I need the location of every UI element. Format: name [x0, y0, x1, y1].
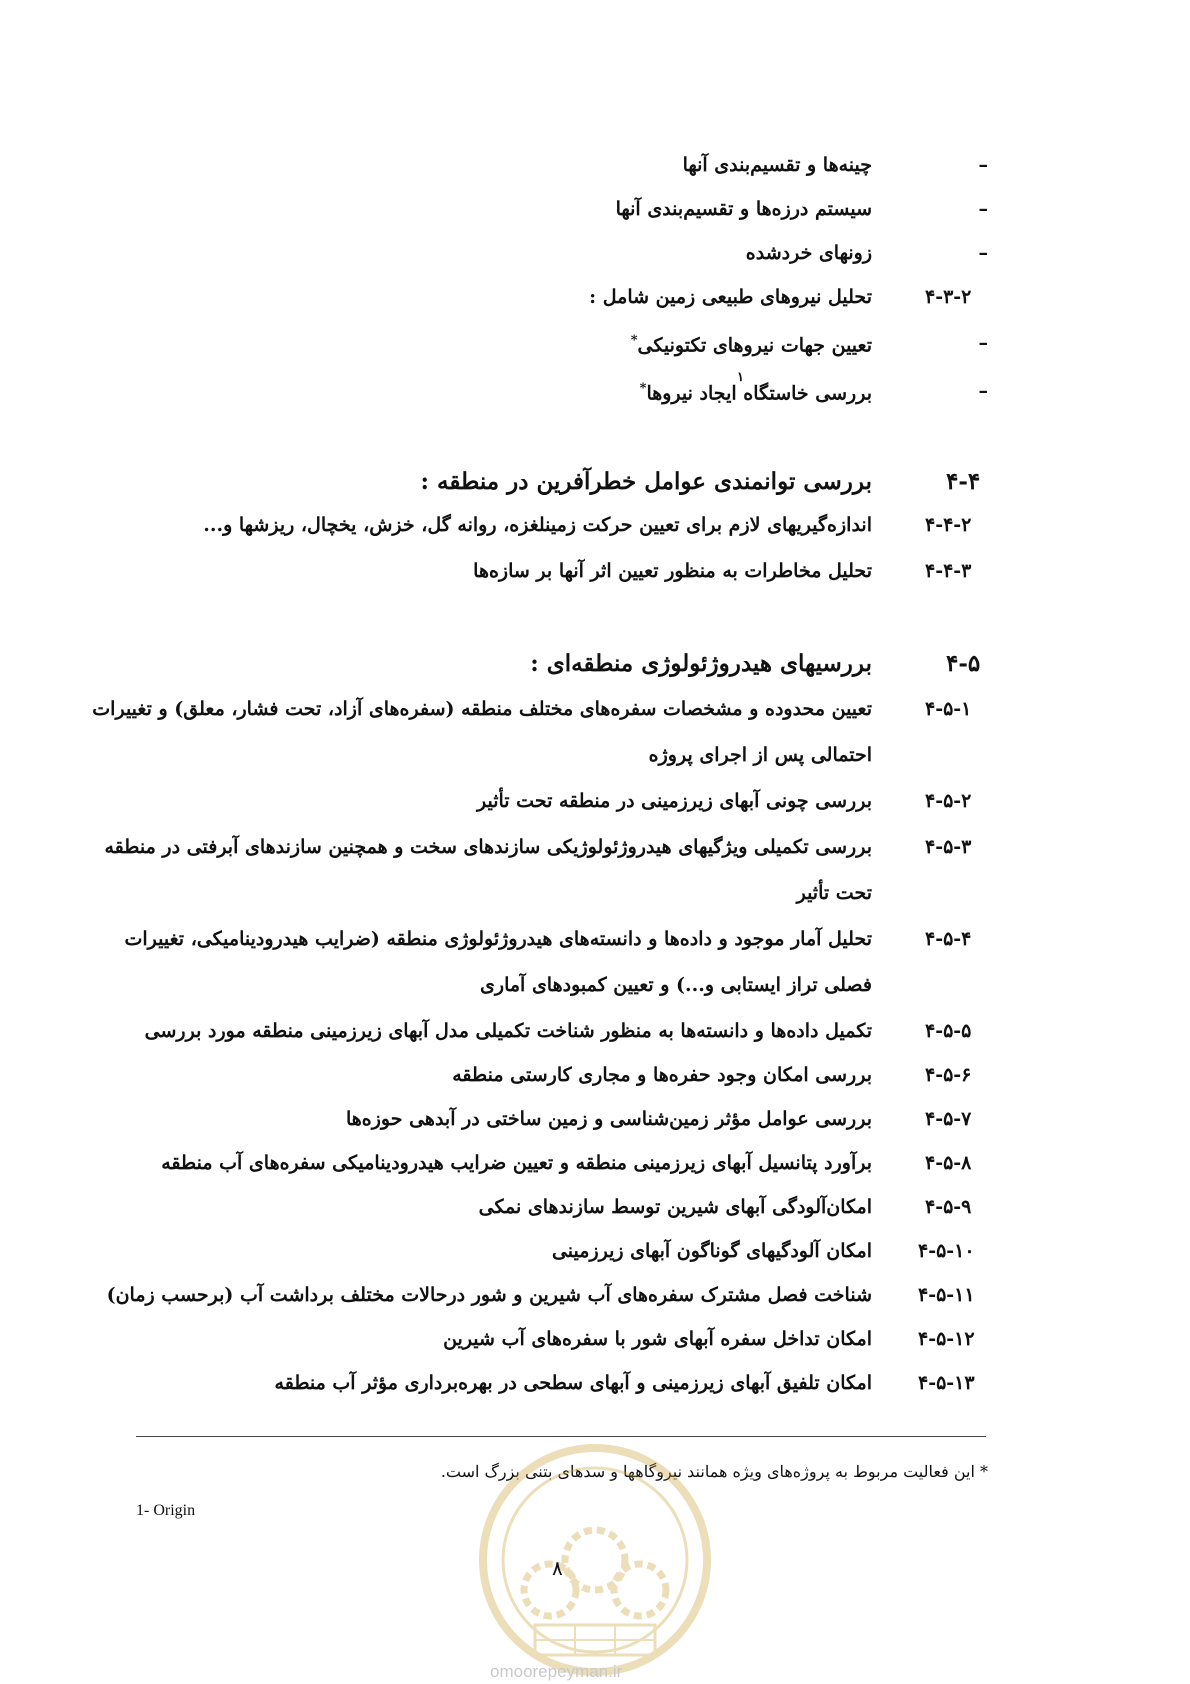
item-number: ۴-۵-۷: [925, 1108, 972, 1130]
section-number: ۴-۵: [946, 650, 981, 677]
list-item: تعیین محدوده و مشخصات سفره‌های مختلف منطقه (سفره‌های آزاد، تحت فشار، معلق) و تغییرات: [92, 698, 872, 720]
item-number: ۴-۵-۴: [925, 928, 972, 950]
list-item-continuation: احتمالی پس از اجرای پروژه: [648, 744, 872, 766]
list-item: امکان آلودگیهای گوناگون آبهای زیرزمینی: [551, 1240, 872, 1262]
list-item: بررسی تکمیلی ویژگیهای هیدروژئولوژیکی سازندهای سخت و همچنین سازندهای آبرفتی در منطقه: [104, 836, 872, 858]
list-item-text: تعیین جهات نیروهای تکتونیکی: [637, 334, 872, 357]
item-number: ۴-۵-۸: [925, 1152, 972, 1174]
item-number: ۴-۵-۱۰: [918, 1240, 975, 1262]
item-number: ۴-۵-۶: [925, 1064, 972, 1086]
bullet-dash: –: [978, 332, 988, 354]
list-item: تحلیل نیروهای طبیعی زمین شامل :: [589, 286, 872, 308]
bullet-dash: –: [978, 198, 988, 220]
list-item: شناخت فصل مشترک سفره‌های آب شیرین و شور درحالات مختلف برداشت آب (برحسب زمان): [106, 1284, 872, 1306]
item-number: ۴-۵-۵: [925, 1020, 972, 1042]
item-number: ۴-۴-۳: [925, 560, 972, 582]
list-item-continuation: فصلی تراز ایستابی و...) و تعیین کمبودهای آماری: [480, 974, 872, 996]
footnote-origin: 1- Origin: [136, 1502, 196, 1519]
item-number: ۴-۵-۱: [925, 698, 972, 720]
list-item: بررسی عوامل مؤثر زمین‌شناسی و زمین ساختی در آبدهی حوزه‌ها: [345, 1108, 872, 1130]
list-item: تحلیل مخاطرات به منظور تعیین اثر آنها بر سازه‌ها: [473, 560, 872, 582]
list-item: اندازه‌گیریهای لازم برای تعیین حرکت زمینلغزه، روانه گل، خزش، یخچال، ریزشها و...: [203, 514, 872, 536]
footnote-ref: ۱: [737, 370, 744, 385]
list-item: امکان‌آلودگی آبهای شیرین توسط سازندهای نمکی: [478, 1196, 872, 1218]
list-item: [631, 334, 872, 355]
list-item: بررسی چونی آبهای زیرزمینی در منطقه تحت تأثیر: [476, 790, 872, 812]
item-number: ۴-۵-۱۱: [918, 1284, 975, 1306]
list-item: [640, 382, 872, 403]
item-number: ۴-۴-۲: [925, 514, 972, 536]
item-number: ۴-۵-۲: [925, 790, 972, 812]
list-item: امکان تلفیق آبهای زیرزمینی و آبهای سطحی در بهره‌برداری مؤثر آب منطقه: [274, 1372, 872, 1394]
asterisk-mark: *: [639, 381, 647, 396]
list-item: زونهای خردشده: [745, 242, 872, 264]
item-number: ۴-۳-۲: [925, 286, 972, 308]
list-item-continuation: تحت تأثیر: [796, 882, 872, 904]
list-item: چینه‌ها و تقسیم‌بندی آنها: [682, 154, 872, 176]
section-number: ۴-۴: [946, 468, 981, 495]
bullet-dash: –: [978, 242, 988, 264]
bullet-dash: –: [978, 380, 988, 402]
item-number: ۴-۵-۱۳: [918, 1372, 975, 1394]
watermark-site: omoorepeyman.ir: [490, 1662, 623, 1681]
list-item: تکمیل داده‌ها و دانسته‌ها به منظور شناخت تکمیلی مدل آبهای زیرزمینی منطقه مورد بررسی: [144, 1020, 872, 1042]
page-number: ۸: [552, 1556, 563, 1580]
item-number: ۴-۵-۹: [925, 1196, 972, 1218]
gear-seal-icon: [475, 1440, 715, 1680]
list-item: تحلیل آمار موجود و داده‌ها و دانسته‌های هیدروژئولوژی منطقه (ضرایب هیدرودینامیکی، تغییرات: [124, 928, 872, 950]
section-title: بررسیهای هیدروژئولوژی منطقه‌ای :: [530, 650, 872, 677]
list-item: سیستم درزه‌ها و تقسیم‌بندی آنها: [615, 198, 872, 220]
list-item: بررسی امکان وجود حفره‌ها و مجاری کارستی منطقه: [452, 1064, 872, 1086]
list-item-text: بررسی خاستگاه ایجاد نیروها: [646, 382, 872, 405]
list-item: امکان تداخل سفره آبهای شور با سفره‌های آب شیرین: [443, 1328, 872, 1350]
item-number: ۴-۵-۱۲: [918, 1328, 975, 1350]
footnote-divider: [136, 1436, 986, 1437]
bullet-dash: –: [978, 154, 988, 176]
asterisk-mark: *: [630, 333, 638, 348]
footnote-text: * این فعالیت مربوط به پروژه‌های ویژه همانند نیروگاهها و سدهای بتنی بزرگ است.: [440, 1462, 988, 1481]
section-title: بررسی توانمندی عوامل خطرآفرین در منطقه :: [420, 468, 872, 495]
list-item: برآورد پتانسیل آبهای زیرزمینی منطقه و تعیین ضرایب هیدرودینامیکی سفره‌های آب منطقه: [161, 1152, 872, 1174]
item-number: ۴-۵-۳: [925, 836, 972, 858]
